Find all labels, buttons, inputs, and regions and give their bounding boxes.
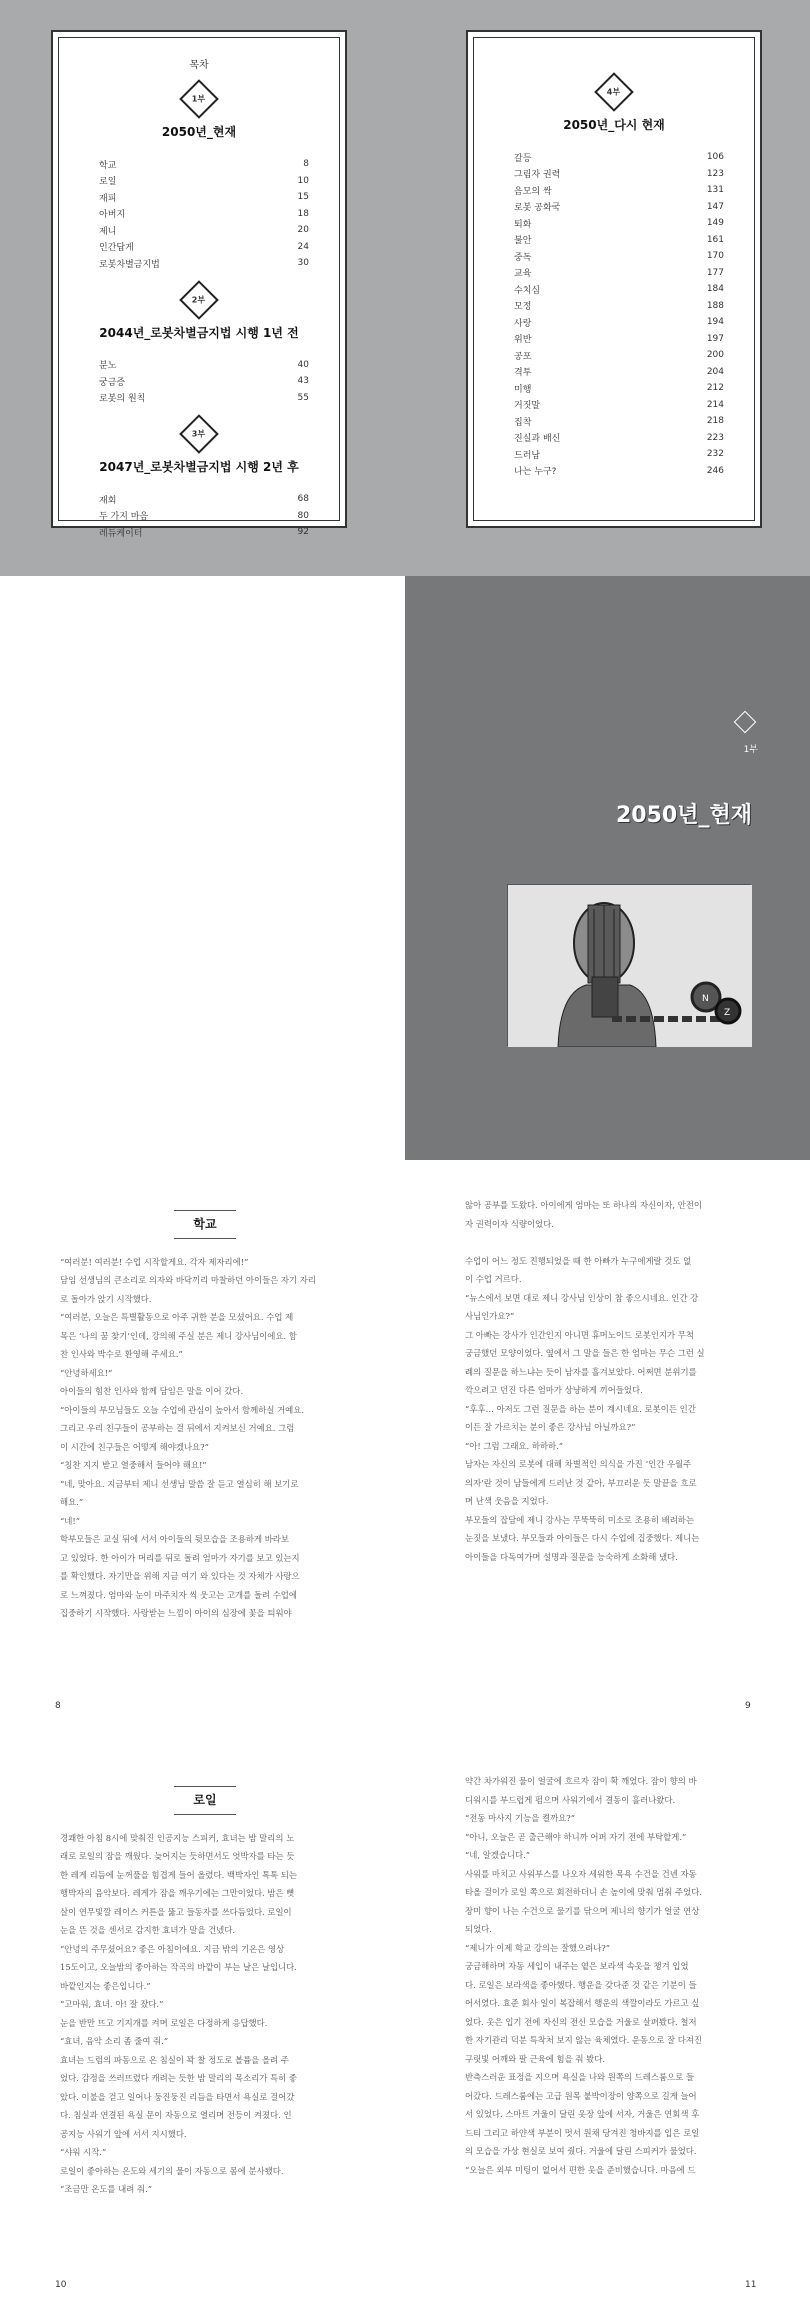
toc-entry-title: 드러남 <box>514 450 541 461</box>
toc-entry-title: 갈등 <box>514 153 532 164</box>
robot-illustration <box>507 884 751 1046</box>
toc-entry-page: 232 <box>706 449 724 460</box>
toc-entry-page: 147 <box>706 201 724 212</box>
toc-entry-page: 184 <box>706 284 724 295</box>
toc-entry[interactable] <box>514 182 724 199</box>
part-title-2: 2044년_로봇차별금지법 시행 1년 전 <box>99 325 299 340</box>
toc-list-3 <box>59 491 339 541</box>
toc-entry-title: 공포 <box>514 351 532 362</box>
toc-entry[interactable] <box>514 364 724 381</box>
text-line: 어서였다. 효준 회사 일이 복잡해서 행운의 색깔이라도 가르고 싶 <box>465 1998 700 2008</box>
toc-entry[interactable] <box>514 347 724 364</box>
text-line: 경쾌한 아침 8시에 맞춰진 인공지능 스피커, 효녀는 밤 말리의 노 <box>60 1832 295 1843</box>
toc-entry-page: 123 <box>706 168 724 179</box>
toc-entry-title: 격투 <box>514 368 532 379</box>
toc-card-left <box>51 30 347 539</box>
toc-entry-title: 사랑 <box>514 318 532 329</box>
chapter-number: 1부 <box>743 745 758 755</box>
toc-entry-page: 218 <box>706 416 724 427</box>
text-line: 이 시간에 친구들은 어떻게 해야겠나요?” <box>60 1441 209 1452</box>
text-line: 한 레게 리듬에 눈꺼풀을 힘겹게 들어 올렸다. 백박자인 톡톡 되는 <box>60 1869 297 1880</box>
toc-entry-page: 80 <box>297 510 309 521</box>
toc-entry[interactable] <box>99 156 309 173</box>
toc-entry-title: 재피 <box>99 193 117 204</box>
text-line: 다. 침실과 연결된 욕실 문이 자동으로 열리며 전등이 켜졌다. 인 <box>60 2110 292 2120</box>
toc-entry-page: 92 <box>297 527 309 538</box>
text-line: 궁금해하며 자동 세입이 내주는 옅은 보라색 속옷을 챙겨 입었 <box>465 1961 689 1971</box>
toc-entry-title: 그림자 권력 <box>514 170 561 181</box>
toc-entry-page: 10 <box>297 175 309 186</box>
text-line: “샤워 시작.” <box>60 2147 107 2157</box>
toc-entry-page: 30 <box>297 258 309 269</box>
toc-entry-page: 204 <box>706 366 724 377</box>
toc-entry-page: 161 <box>706 234 724 245</box>
text-line: 로일이 좋아하는 온도와 세기의 물이 자동으로 몸에 분사됐다. <box>60 2165 284 2176</box>
toc-entry-title: 제니 <box>99 226 117 237</box>
toc-list-2 <box>59 357 339 407</box>
toc-entry[interactable] <box>99 390 309 407</box>
text-line: “전동 마사지 기능을 켤까요?” <box>465 1813 576 1823</box>
toc-card-right <box>466 30 762 528</box>
text-line: 로 느껴졌다. 엄마와 눈이 마주치자 씩 웃고는 고개를 돌려 수업에 <box>60 1589 297 1600</box>
text-line: 행박자의 음악보다. 레게가 잠을 깨우기에는 그만이었다. 밤은 뼛 <box>60 1888 295 1898</box>
text-line: 자 권력이자 식량이었다. <box>465 1218 554 1229</box>
text-line: 었다. 감정을 쓰러뜨렸다 캐려는 듯한 밤 말리의 목소리가 특히 좋 <box>60 2073 297 2083</box>
text-line: 수업이 어느 정도 진행되었을 때 한 아빠가 누구에게랄 것도 없 <box>465 1255 692 1266</box>
text-line: 목은 ‘나의 꿈 찾기’인데, 강의해 주실 분은 제니 강사님이에요. 함 <box>60 1330 297 1341</box>
text-line: 의자’란 것이 남들에게 드러난 것 같아, 부끄러운 듯 말끝을 흐로 <box>465 1477 697 1488</box>
chapter-spread <box>0 576 810 1160</box>
text-line: 살이 연무빛깔 레이스 커튼을 뚫고 들동자를 쓰다듬었다. 로일이 <box>60 1906 292 1917</box>
page-11 <box>405 1736 810 2314</box>
toc-entry[interactable] <box>514 166 724 183</box>
svg-text:N: N <box>702 994 709 1004</box>
toc-list-1 <box>59 156 339 272</box>
text-line: 궁금했던 모양이었다. 옆에서 그 말을 들은 한 엄마는 무슨 그런 실 <box>465 1348 705 1358</box>
page-number: 9 <box>745 1701 751 1711</box>
text-line: “오늘은 외부 미팅이 없어서 편한 옷을 준비했습니다. 마음에 드 <box>465 2164 696 2175</box>
toc-entry-title: 퇴화 <box>514 219 532 230</box>
toc-entry-page: 197 <box>706 333 724 344</box>
text-line: 남자는 자신의 로봇에 대해 차별적인 의식을 가진 ‘인간 우월주 <box>465 1459 692 1469</box>
toc-entry-title: 로봇의 원칙 <box>99 394 146 405</box>
toc-entry-title: 재회 <box>99 495 117 506</box>
toc-entry-title: 중독 <box>514 252 532 263</box>
toc-entry-title: 위반 <box>514 335 532 346</box>
text-line: 다. 로일은 보라색을 좋아했다. 행운을 갖다준 것 같은 기분이 들 <box>465 1979 697 1990</box>
text-line: 부모들의 잡담에 제니 강사는 무뚝뚝히 미소로 조용히 배려하는 <box>465 1514 694 1525</box>
text-line: 15도이고, 오늘밤의 좋아하는 작곡의 바깥이 부는 날은 날입니다. <box>60 1962 297 1972</box>
text-line: “아이들의 부모님들도 오늘 수업에 관심이 높아서 함께하실 거예요. <box>60 1404 305 1415</box>
toc-entry[interactable] <box>514 413 724 430</box>
text-line: 되었다. <box>465 1924 492 1934</box>
text-line: 이 수업 거르다. <box>465 1274 522 1284</box>
text-line: 서 있었다. 스마트 거울이 달린 옷장 앞에 서자, 거울은 연회색 후 <box>465 2109 700 2119</box>
text-line: “네!” <box>60 1515 81 1526</box>
toc-entry[interactable] <box>514 215 724 232</box>
text-line: 의 모습을 가상 현실로 보여 줬다. 거울에 달린 스피커가 물었다. <box>465 2146 697 2156</box>
toc-entry-page: 55 <box>297 392 309 403</box>
toc-entry[interactable] <box>99 239 309 256</box>
toc-entry-title: 거짓말 <box>514 401 541 412</box>
toc-entry-title: 교육 <box>514 269 532 280</box>
chapter-title: 2050년_현재 <box>616 803 752 828</box>
text-line: 고 있었다. 한 아이가 머리를 뒤로 돌려 엄마가 자기를 보고 있는지 <box>60 1552 300 1563</box>
toc-entry-title: 분노 <box>99 361 117 372</box>
text-line: 약간 차가워진 물이 얼굴에 흐르자 잠이 확 깨었다. 잠이 향의 바 <box>465 1776 697 1786</box>
toc-entry[interactable] <box>514 199 724 216</box>
text-line: “뉴스에서 보면 대로 제니 강사님 인상이 참 좋으시네요. 인간 강 <box>465 1292 699 1303</box>
toc-entry-title: 모정 <box>514 302 532 313</box>
toc-entry[interactable] <box>514 314 724 331</box>
text-line: “네, 알겠습니다.” <box>465 1850 531 1860</box>
toc-entry[interactable] <box>99 524 309 541</box>
page-9 <box>405 1160 810 1736</box>
text-line: “안녕하세요!” <box>60 1367 113 1378</box>
toc-entry-page: 24 <box>297 241 309 252</box>
toc-entry[interactable] <box>514 265 724 282</box>
toc-entry-title: 불안 <box>514 236 532 247</box>
toc-entry[interactable] <box>99 206 309 223</box>
toc-entry-page: 40 <box>297 359 309 370</box>
toc-entry[interactable] <box>514 281 724 298</box>
page-number: 11 <box>745 2280 757 2290</box>
toc-entry-page: 18 <box>297 208 309 219</box>
text-line: 그 아빠는 강사가 인간인지 아니면 휴머노이드 로봇인지가 무척 <box>465 1329 694 1340</box>
toc-entry-page: 106 <box>706 152 724 163</box>
toc-entry-page: 212 <box>706 383 724 394</box>
text-line: “아! 그럼 그래요. 하하하.” <box>465 1440 564 1451</box>
toc-entry-title: 학교 <box>99 160 117 171</box>
text-line: “아니, 오늘은 곧 출근해야 하니까 어퍼 자기 전에 부탁할게.” <box>465 1831 687 1842</box>
toc-entry[interactable] <box>514 298 724 315</box>
text-line: 았다. 이불을 걷고 일어나 둥진둥진 리듬을 타면서 욕실로 걸어갔 <box>60 2091 295 2102</box>
toc-label: 목차 <box>189 60 209 71</box>
toc-entry[interactable] <box>99 508 309 525</box>
toc-entry[interactable] <box>514 331 724 348</box>
text-line: 디워시를 부드럽게 펌으며 사워기에서 결동이 흘러나왔다. <box>465 1794 676 1805</box>
part-badge-3: 3부 <box>179 414 219 454</box>
toc-entry-title: 아버지 <box>99 210 126 221</box>
toc-entry[interactable] <box>99 189 309 206</box>
page-number: 8 <box>55 1701 61 1711</box>
text-line: 집중하기 시작했다. 사랑받는 느낌이 아이의 심장에 꽃을 틔워야 <box>60 1608 292 1618</box>
page-11-text <box>465 1772 761 2179</box>
toc-list-4 <box>474 149 754 479</box>
text-line: 사워를 마치고 사워부스를 나오자 세워한 목욕 수건을 건넨 자동 <box>465 1868 697 1879</box>
text-line: 로 돌아가 앉기 시작했다. <box>60 1293 152 1304</box>
text-line <box>465 1233 761 1252</box>
toc-entry-title: 음모의 싹 <box>514 186 552 197</box>
part-badge-1: 1부 <box>179 79 219 119</box>
text-line: 를 확인했다. 자기만을 위해 지금 여기 와 있다는 것 자체가 사랑으 <box>60 1571 300 1581</box>
part-title-4: 2050년_다시 현재 <box>563 118 665 132</box>
text-line: 눈을 반만 뜨고 기지개를 켜며 로일은 다정하게 응답했다. <box>60 2017 268 2028</box>
toc-entry-title: 로일 <box>99 177 117 188</box>
text-line: 학부모들은 교실 뒤에 서서 아이들의 뒷모습을 조용하게 바라보 <box>60 1534 289 1544</box>
text-line: 아이들의 힘찬 인사와 함께 담임은 말을 이어 갔다. <box>60 1386 244 1396</box>
toc-entry-title: 두 가지 마음 <box>99 512 149 523</box>
text-line: “조금만 온도를 내려 줘.” <box>60 2184 153 2194</box>
text-line: 효녀는 드럼의 파동으로 온 침실이 꽉 찰 정도로 볼륨을 올려 주 <box>60 2054 289 2065</box>
text-line: “여러분! 여러분! 수업 시작할게요. 각자 제자리에!” <box>60 1256 249 1267</box>
text-line: 해요.” <box>60 1497 84 1507</box>
chapter-badge-icon <box>734 711 757 734</box>
text-line: “효녀, 음악 소리 좀 줄여 줘.” <box>60 2036 169 2046</box>
text-line: 이든 잘 가르치는 분이 좋은 강사님 아닐까요?” <box>465 1422 636 1432</box>
text-line: 타올 걸이가 로일 쪽으로 회전하더니 손 높이에 맞춰 멈춰 주었다. <box>465 1887 702 1897</box>
toc-entry-title: 나는 누구? <box>514 467 557 478</box>
text-line: 한 자기관리 덕분 특착처 보지 않는 육체였다. 운동으로 잘 다져진 <box>465 2035 702 2045</box>
toc-entry-page: 246 <box>706 465 724 476</box>
toc-entry-page: 200 <box>706 350 724 361</box>
text-line: “칭찬 지지 받고 열중해서 들어야 해요!” <box>60 1460 207 1470</box>
text-line: 눈을 뜬 것을 센서로 감지한 효녀가 말을 건넸다. <box>60 1925 236 1935</box>
toc-entry[interactable] <box>514 397 724 414</box>
toc-entry[interactable] <box>99 173 309 190</box>
text-line: 않아 공부를 도왔다. 아이에게 엄마는 또 하나의 자신이자, 안전이 <box>465 1200 702 1210</box>
text-line: 눈짓을 보냈다. 부모들과 아이들은 다시 수업에 집중했다. 제니는 <box>465 1533 700 1543</box>
text-line: 었다. 옷은 입기 전에 자신의 전신 모습을 거울로 살펴봤다. 철저 <box>465 2016 697 2027</box>
section-heading-roil: 로일 <box>174 1786 236 1815</box>
section-heading-school: 학교 <box>174 1210 236 1239</box>
page-number: 10 <box>55 2280 67 2290</box>
toc-entry-title: 궁금증 <box>99 377 126 388</box>
toc-entry-page: 43 <box>297 376 309 387</box>
part-title-3: 2047년_로봇차별금지법 시행 2년 후 <box>99 460 299 474</box>
page-8 <box>0 1160 405 1736</box>
toc-inner-right <box>473 37 755 521</box>
text-line: 장미 향이 나는 수건으로 물기를 닦으며 제니의 향기가 얼굴 연상 <box>465 1905 700 1916</box>
toc-entry-page: 194 <box>706 317 724 328</box>
toc-entry-page: 8 <box>303 159 309 170</box>
text-line: “고마워, 효녀. 아! 잘 잤다.” <box>60 1999 164 2009</box>
toc-entry-page: 214 <box>706 399 724 410</box>
text-line: “여러분, 오늘은 특별활동으로 아주 귀한 분을 모셨어요. 수업 제 <box>60 1312 294 1322</box>
toc-entry-page: 188 <box>706 300 724 311</box>
part-badge-2: 2부 <box>179 280 219 320</box>
toc-entry[interactable] <box>514 463 724 480</box>
toc-entry-title: 로봇 공화국 <box>514 203 561 214</box>
svg-text:Z: Z <box>724 1008 731 1018</box>
toc-entry[interactable] <box>514 232 724 249</box>
toc-entry-title: 인간답게 <box>99 243 134 254</box>
text-line: 며 난색 웃음을 지었다. <box>465 1496 549 1506</box>
page-10 <box>0 1736 405 2314</box>
text-line: 찬 인사와 박수로 환영해 주세요.” <box>60 1349 183 1359</box>
text-line: 공지능 사워기 앞에 서서 지시했다. <box>60 2128 187 2139</box>
toc-entry-title: 진실과 배신 <box>514 434 561 445</box>
part-title-1: 2050년_현재 <box>161 125 237 139</box>
toc-entry-page: 68 <box>297 494 309 505</box>
toc-entry-title: 집착 <box>514 417 532 428</box>
toc-entry-page: 149 <box>706 218 724 229</box>
text-line: “제니가 이제 학교 강의는 잘했으려나?” <box>465 1942 611 1953</box>
text-line: “후후… 아저도 그런 질문을 하는 분이 계시네요. 로봇이든 인간 <box>465 1403 696 1414</box>
text-line: 아이들을 다독여가며 설명과 질문을 능숙하게 소화해 냈다. <box>465 1551 678 1562</box>
page-10-text <box>60 1829 350 2199</box>
toc-entry-page: 223 <box>706 432 724 443</box>
text-line: 깍으려고 던진 다른 엄마가 상냥하게 끼어들었다. <box>465 1385 643 1395</box>
text-line: 래로 로일의 잠을 깨웠다. 늦어지는 듯하면서도 엇박자를 타는 듯 <box>60 1851 295 1861</box>
toc-entry-page: 131 <box>706 185 724 196</box>
toc-entry[interactable] <box>514 446 724 463</box>
toc-entry[interactable] <box>99 357 309 374</box>
toc-entry-title: 미행 <box>514 384 532 395</box>
toc-entry[interactable] <box>514 149 724 166</box>
text-line: 그리고 우리 친구들이 공부하는 걸 뒤에서 지켜보신 거예요. 그럼 <box>60 1423 295 1433</box>
text-line: 담임 선생님의 큰소리로 의자와 바닥끼리 마찰하던 아이들은 자기 자리 <box>60 1275 316 1285</box>
toc-entry[interactable] <box>514 430 724 447</box>
toc-entry-title: 로봇차별금지법 <box>99 259 160 270</box>
toc-entry-page: 177 <box>706 267 724 278</box>
chapter-panel <box>405 576 810 1160</box>
page-9-text <box>465 1196 761 1566</box>
toc-entry-title: 수치심 <box>514 285 541 296</box>
text-line: 례의 질문을 하느냐는 듯이 남자를 흘겨보았다. 어쩌면 분위기를 <box>465 1366 697 1377</box>
toc-entry-page: 15 <box>297 192 309 203</box>
toc-entry[interactable] <box>99 222 309 239</box>
toc-entry[interactable] <box>514 248 724 265</box>
toc-entry-page: 20 <box>297 225 309 236</box>
toc-entry[interactable] <box>99 491 309 508</box>
text-line: 드티 그리고 하얀색 부분이 멋서 원채 당겨진 청바지를 입은 로일 <box>465 2127 700 2138</box>
toc-spread <box>0 0 810 576</box>
text-line: “네, 맞아요. 지금부터 제니 선생님 말씀 잘 듣고 열심히 해 보기로 <box>60 1478 299 1489</box>
toc-entry[interactable] <box>99 255 309 272</box>
text-line: 바깥인지는 좋은입니다.” <box>60 1980 151 1991</box>
toc-entry-title: 레듀케이터 <box>99 528 143 539</box>
text-line: “안녕의 주무셨어요? 좋은 아침이에요. 지금 밖의 기온은 영상 <box>60 1943 285 1954</box>
page-8-text <box>60 1253 350 1623</box>
text-line: 사님인가요?” <box>465 1311 515 1321</box>
text-line: 어갔다. 드레스룸에는 고급 원목 붙박이장이 양쪽으로 길게 늘어 <box>465 2090 697 2101</box>
part-badge-4: 4부 <box>594 72 634 112</box>
toc-inner-left <box>58 37 340 539</box>
text-line: 반측스러운 표정을 지으며 욕실을 나와 원쪽의 드레스룸으로 들 <box>465 2072 694 2082</box>
toc-entry[interactable] <box>99 373 309 390</box>
toc-entry-page: 170 <box>706 251 724 262</box>
text-line: 구릿빛 어깨와 팔 근육에 힘을 줘 봤다. <box>465 2053 605 2064</box>
toc-entry[interactable] <box>514 380 724 397</box>
